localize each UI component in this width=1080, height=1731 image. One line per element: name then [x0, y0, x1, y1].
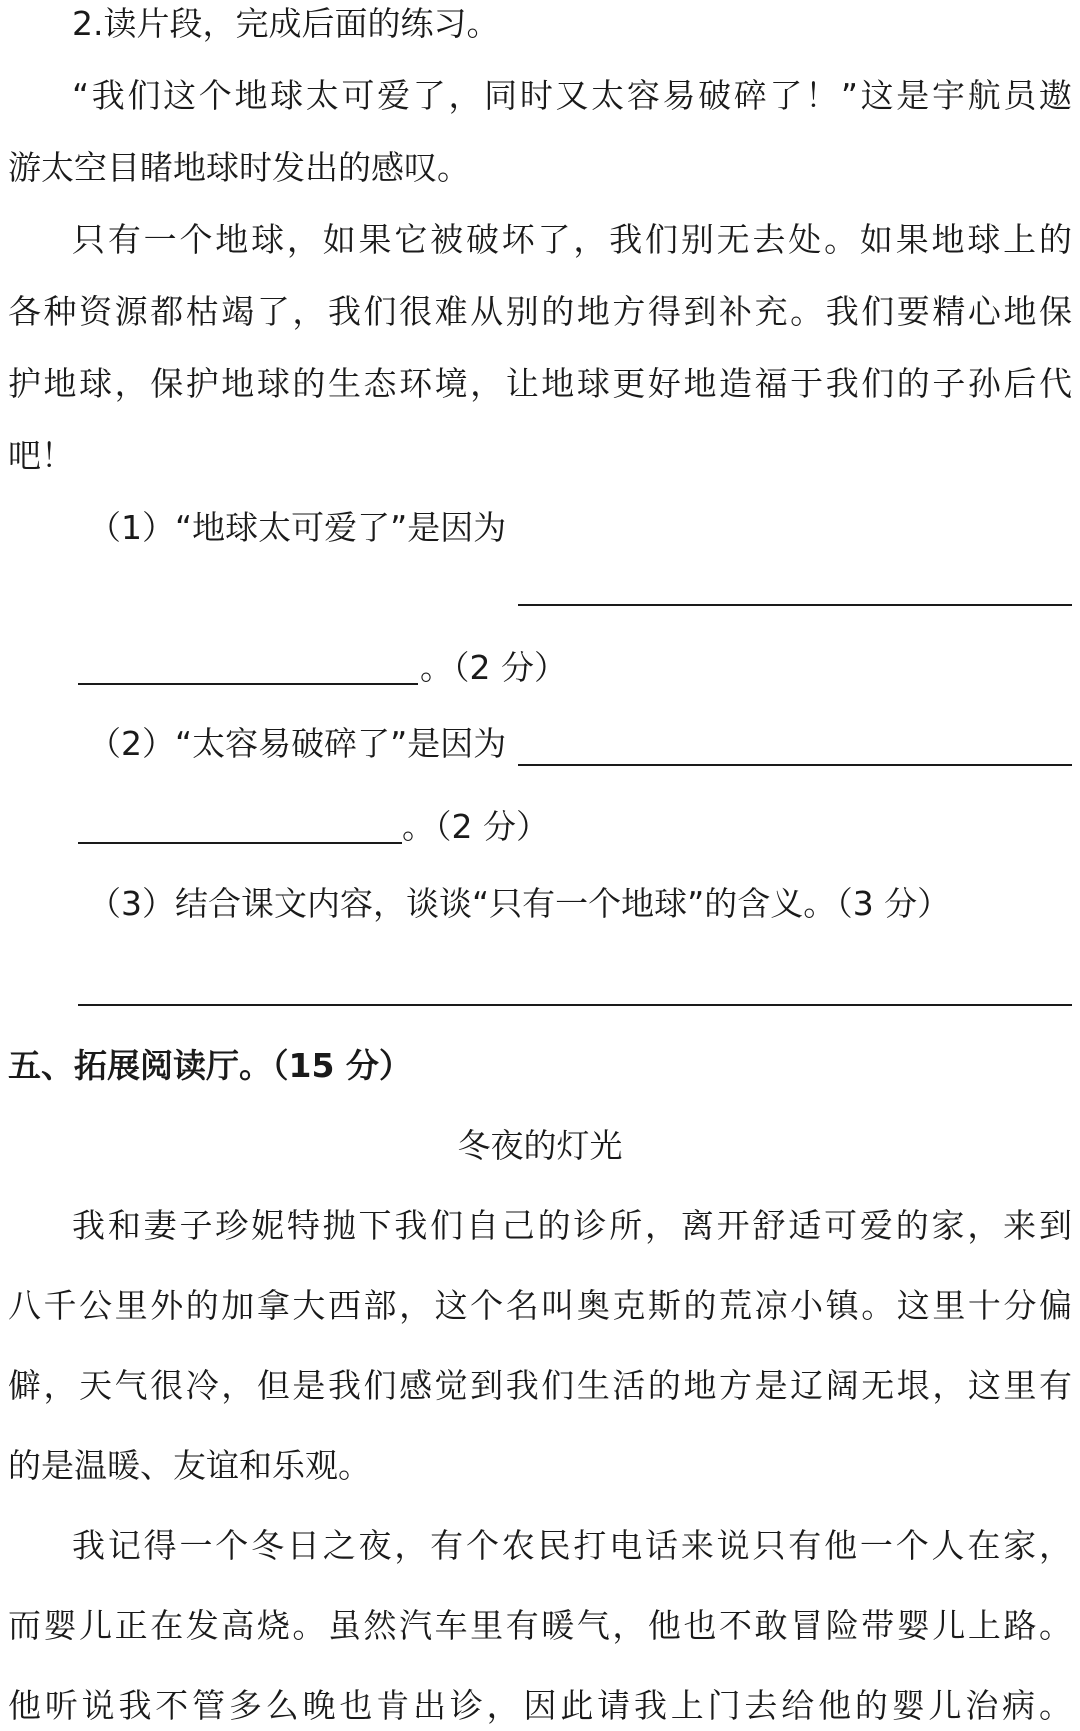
answer-blank-q1-line1[interactable] [518, 604, 1072, 606]
reading-line: 八千公里外的加拿大西部，这个名叫奥克斯的荒凉小镇。这里十分偏 [8, 1286, 1072, 1325]
passage-line: 游太空目睹地球时发出的感叹。 [8, 148, 470, 187]
answer-blank-q3[interactable] [78, 1004, 1072, 1006]
reading-line: 我记得一个冬日之夜，有个农民打电话来说只有他一个人在家， [72, 1526, 1072, 1565]
passage-title: 冬夜的灯光 [457, 1126, 623, 1165]
passage-line: 只有一个地球，如果它被破坏了，我们别无去处。如果地球上的 [72, 220, 1072, 259]
reading-line: 僻，天气很冷，但是我们感觉到我们生活的地方是辽阔无垠，这里有 [8, 1366, 1072, 1405]
passage-line: 各种资源都枯竭了，我们很难从别的地方得到补充。我们要精心地保 [8, 292, 1072, 331]
question-2: （2）“太容易破碎了”是因为 [88, 724, 507, 763]
reading-line: 他听说我不管多么晚也肯出诊，因此请我上门去给他的婴儿治病。 [8, 1686, 1072, 1725]
exercise-heading: 2.读片段，完成后面的练习。 [72, 4, 500, 43]
question-1: （1）“地球太可爱了”是因为 [88, 508, 507, 547]
answer-blank-q2-line1[interactable] [518, 764, 1072, 766]
question-2-score: 。（2 分） [402, 807, 549, 846]
reading-line: 的是温暖、友谊和乐观。 [8, 1446, 371, 1485]
question-3: （3）结合课文内容，谈谈“只有一个地球”的含义。（3 分） [88, 884, 951, 923]
section-heading: 五、拓展阅读厅。（15 分） [8, 1046, 412, 1085]
passage-line: 吧！ [8, 436, 74, 475]
question-1-score: 。（2 分） [420, 648, 567, 687]
reading-line: 而婴儿正在发高烧。虽然汽车里有暖气，他也不敢冒险带婴儿上路。 [8, 1606, 1072, 1645]
answer-blank-q2-line2[interactable] [78, 842, 402, 844]
passage-line: 护地球，保护地球的生态环境，让地球更好地造福于我们的子孙后代 [8, 364, 1072, 403]
reading-line: 我和妻子珍妮特抛下我们自己的诊所，离开舒适可爱的家，来到 [72, 1206, 1072, 1245]
answer-blank-q1-line2[interactable] [78, 683, 418, 685]
passage-line: “我们这个地球太可爱了，同时又太容易破碎了！”这是宇航员遨 [72, 76, 1072, 115]
